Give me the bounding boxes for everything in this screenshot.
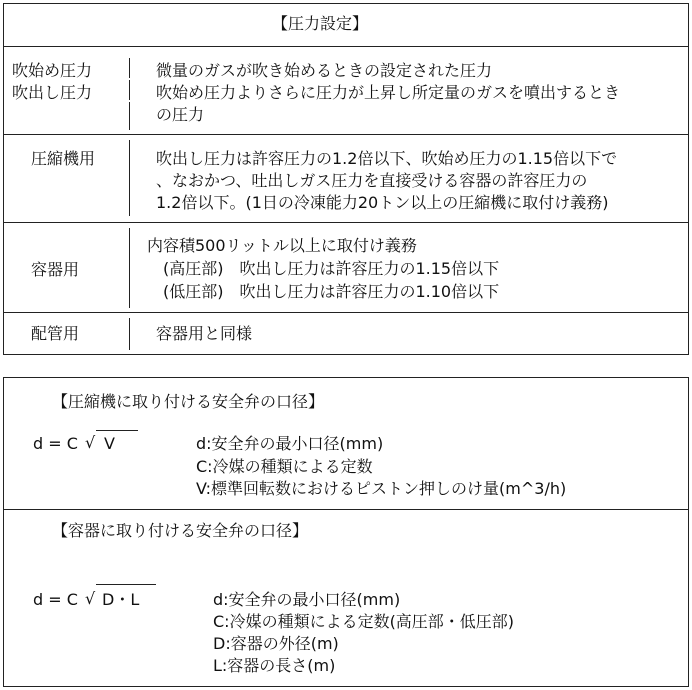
legend-item: V:標準回転数におけるピストン押しのけ量(m^3/h) [196, 479, 567, 498]
formula-radicand: D・L [102, 590, 140, 609]
legend-item: d:安全弁の最小口径(mm) [213, 590, 401, 609]
legend-item: L:容器の長さ(m) [213, 656, 336, 675]
table-divider [3, 46, 689, 47]
row-label-vessel: 容器用 [31, 260, 80, 279]
legend-item: d:安全弁の最小口径(mm) [196, 434, 384, 453]
row-text: 容器用と同様 [156, 324, 253, 343]
table-divider [3, 312, 689, 313]
table-divider [3, 222, 689, 223]
column-divider [129, 228, 130, 308]
formula-radicand: V [104, 434, 115, 453]
row-text: 1.2倍以下。(1日の冷凍能力20トン以上の圧縮機に取付け義務) [156, 193, 609, 212]
row-text: (高圧部) 吹出し圧力は許容圧力の1.15倍以下 [163, 259, 500, 278]
pressure-table-title: 【圧力設定】 [272, 14, 369, 33]
section-divider [3, 509, 689, 510]
table-divider [3, 134, 689, 135]
radical-bar [96, 584, 156, 585]
column-divider [129, 58, 130, 78]
root-sign: √ [85, 589, 96, 608]
row-text: 、なおかつ、吐出しガス圧力を直接受ける容器の許容圧力の [156, 171, 588, 190]
row-text: 微量のガスが吹き始めるときの設定された圧力 [156, 61, 493, 80]
formula-lhs: d = C [33, 590, 78, 609]
column-divider [129, 140, 130, 216]
legend-item: C:冷媒の種類による定数 [196, 457, 373, 476]
row-label-blowstart: 吹始め圧力 [12, 61, 93, 80]
column-divider [129, 318, 130, 350]
row-label-piping: 配管用 [31, 324, 80, 343]
radical-bar [96, 430, 138, 431]
row-text: 吹始め圧力よりさらに圧力が上昇し所定量のガスを噴出するとき [156, 83, 621, 102]
legend-item: C:冷媒の種類による定数(高圧部・低圧部) [213, 612, 515, 631]
root-sign: √ [85, 433, 96, 452]
row-label-compressor: 圧縮機用 [31, 149, 96, 168]
column-divider [129, 80, 130, 100]
legend-item: D:容器の外径(m) [213, 634, 339, 653]
formula-lhs: d = C [33, 434, 78, 453]
vessel-valve-heading: 【容器に取り付ける安全弁の口径】 [52, 521, 309, 540]
compressor-valve-heading: 【圧縮機に取り付ける安全弁の口径】 [52, 392, 325, 411]
column-divider [129, 102, 130, 130]
row-text: 内容積500リットル以上に取付け義務 [147, 236, 417, 255]
row-text: 吹出し圧力は許容圧力の1.2倍以下、吹始め圧力の1.15倍以下で [156, 149, 618, 168]
row-text: (低圧部) 吹出し圧力は許容圧力の1.10倍以下 [163, 282, 500, 301]
row-label-blowout: 吹出し圧力 [12, 83, 93, 102]
row-text: の圧力 [156, 105, 205, 124]
